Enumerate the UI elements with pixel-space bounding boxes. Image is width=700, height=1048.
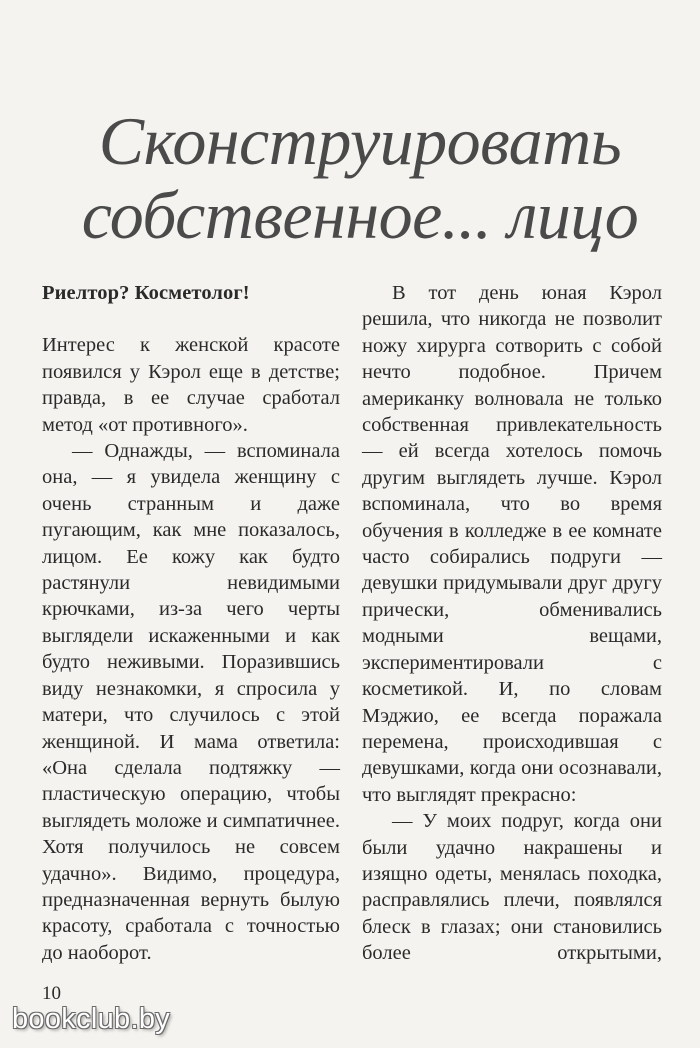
chapter-title	[40, 104, 680, 252]
section-subheading: Риелтор? Косметолог!	[42, 282, 250, 304]
paragraph: — Однажды, — вспоминала она, — я увидела женщину с очень странным и даже пугающим, как мне показалось, лицом. Ее кожу как будто растянули невидимыми крючками, из-за чего черты выглядели искаженными и как будто неживыми. Поразившись виду незнакомки, я спросила у матери, что случилось с этой женщиной. И мама ответила: «Она сделала подтяжку — пластическую операцию, чтобы выглядеть моложе и симпатичнее. Хотя получилось не совсем удачно». Видимо, процедура, предназначенная вернуть былую красоту, сработала с точностью до наоборот.	[42, 440, 340, 964]
left-column	[42, 280, 340, 966]
chapter-title-line-2: собственное... лицо	[81, 177, 639, 253]
watermark-logo: bookclub.by	[12, 1003, 171, 1035]
chapter-title-line-1: Сконструировать	[98, 103, 622, 179]
paragraph: Интерес к женской красоте появился у Кэрол еще в детстве; правда, в ее случае сработал метод «от противного».	[42, 334, 340, 436]
right-column	[362, 280, 662, 967]
paragraph: В тот день юная Кэрол решила, что никогда не позволит ножу хирурга сотворить с собой нечто подобное. Причем американку волновала не только собственная привлекательность — ей всегда хотелось помочь другим выглядеть лучше. Кэрол вспоминала, что во время обучения в колледже в ее комнате часто собирались подруги — девушки придумывали друг другу прически, обменивались модными вещами, экспериментировали с косметикой. И, по словам Мэджио, ее всегда поражала перемена, происходившая с девушками, когда они осознавали, что выглядят прекрасно:	[362, 282, 662, 806]
paragraph: — У моих подруг, когда они были удачно накрашены и изящно одеты, менялась походка, расправлялись плечи, появлялся блеск в глазах; они становились более открытыми,	[362, 810, 662, 965]
page-number: 10	[42, 983, 61, 1004]
